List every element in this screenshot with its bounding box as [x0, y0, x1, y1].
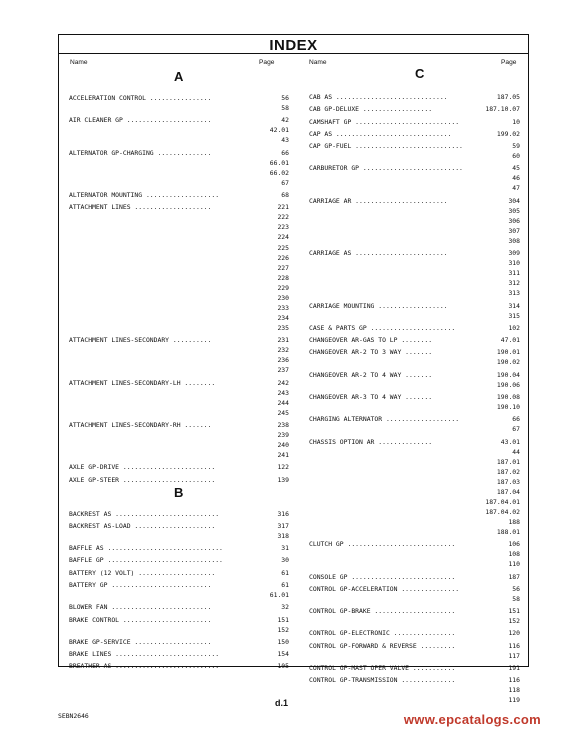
entry-page: 116: [508, 641, 520, 650]
entry-name: BATTERY (12 VOLT) ....................: [69, 568, 216, 577]
entry-page: 237: [277, 366, 289, 375]
entry-name: CONTROL GP-ELECTRONIC ................: [309, 629, 456, 638]
index-entry: [309, 606, 520, 616]
entry-page: 42: [281, 116, 289, 125]
index-entry: [69, 263, 289, 273]
entry-page: 139: [277, 475, 289, 484]
index-entry: [309, 163, 520, 173]
page-number: d.1: [274, 698, 288, 708]
entry-name: CAP GP-FUEL ............................: [309, 142, 463, 150]
entry-page: 228: [277, 273, 289, 282]
entry-page: 232: [277, 346, 289, 355]
index-entry: [309, 278, 520, 288]
index-entry: [309, 92, 520, 102]
index-entry: [69, 521, 289, 531]
index-entry: [309, 117, 520, 127]
section-letter: A: [174, 69, 184, 84]
entry-name: ALTERNATOR MOUNTING ...................: [69, 191, 220, 200]
index-entry: [69, 135, 289, 145]
index-entry: [69, 625, 289, 635]
index-entry: [309, 402, 520, 412]
entry-page: 150: [277, 637, 289, 646]
entry-page: 187.01: [496, 457, 520, 466]
index-entry: [69, 555, 289, 565]
entry-page: 154: [277, 650, 289, 659]
entry-page: 310: [508, 259, 520, 268]
index-entry: [309, 196, 520, 206]
entry-name: BAFFLE AS ..............................: [69, 544, 223, 553]
entry-name: CAB AS .............................: [309, 93, 448, 101]
index-entry: [69, 509, 289, 519]
index-entry: [309, 236, 520, 246]
entry-name: CLUTCH GP ............................: [309, 540, 456, 549]
entry-page: 309: [508, 249, 520, 258]
entry-page: 236: [277, 356, 289, 365]
entry-page: 119: [508, 696, 520, 705]
entry-name: BRAKE GP-SERVICE ....................: [69, 637, 212, 646]
title-bar: [59, 35, 528, 54]
entry-page: 224: [277, 233, 289, 242]
entry-name: CAB GP-DELUXE ..................: [309, 105, 433, 114]
section-letter: C: [415, 66, 425, 81]
index-entry: [309, 311, 520, 321]
index-entry: [69, 168, 289, 178]
index-entry: [309, 392, 520, 402]
entry-page: 240: [277, 441, 289, 450]
index-entry: [309, 477, 520, 487]
index-entry: [309, 347, 520, 357]
entry-page: 233: [277, 303, 289, 312]
entry-page: 58: [512, 594, 520, 603]
index-entry: [69, 580, 289, 590]
entry-page: 187.03: [496, 477, 520, 486]
entry-page: 66: [512, 415, 520, 424]
entry-page: 239: [277, 431, 289, 439]
entry-page: 31: [281, 544, 289, 553]
index-entry: [309, 641, 520, 651]
entry-page: 231: [277, 336, 289, 345]
index-entry: [309, 248, 520, 258]
entry-page: 190.02: [496, 358, 520, 367]
entry-page: 238: [277, 420, 289, 429]
entry-name: BACKREST AS ...........................: [69, 509, 220, 518]
index-entry: [309, 141, 520, 151]
entry-name: CONTROL GP-FORWARD & REVERSE .........: [309, 641, 456, 650]
index-entry: [69, 93, 289, 103]
index-entry: [69, 615, 289, 625]
index-entry: [309, 539, 520, 549]
entry-page: 151: [277, 615, 289, 624]
index-entry: [69, 202, 289, 212]
entry-name: AXLE GP-STEER ........................: [69, 475, 216, 484]
index-entry: [309, 380, 520, 390]
index-entry: [69, 475, 289, 485]
index-entry: [309, 104, 520, 114]
entry-name: BAFFLE GP ..............................: [69, 556, 223, 565]
index-entry: [69, 649, 289, 659]
entry-page: 313: [508, 289, 520, 298]
entry-page: 234: [277, 313, 289, 322]
entry-name: ATTACHMENT LINES ....................: [69, 203, 212, 212]
index-entry: [69, 335, 289, 345]
entry-name: CAMSHAFT GP ...........................: [309, 117, 460, 126]
document-code: SEBN2646: [58, 712, 89, 720]
index-entry: [309, 323, 520, 333]
index-entry: [309, 357, 520, 367]
index-entry: [69, 420, 289, 430]
index-entry: [69, 408, 289, 418]
entry-name: CHANGEOVER AR-2 TO 3 WAY .......: [309, 348, 433, 357]
index-entry: [69, 568, 289, 578]
entry-page: 230: [277, 293, 289, 302]
index-entry: [69, 253, 289, 263]
index-entry: [309, 301, 520, 311]
entry-page: 187: [508, 572, 520, 581]
index-entry: [309, 268, 520, 278]
entry-name: BRAKE LINES ...........................: [69, 650, 220, 659]
index-entry: [309, 549, 520, 559]
entry-page: 110: [508, 560, 520, 569]
index-entry: [309, 370, 520, 380]
entry-page: 30: [281, 556, 289, 565]
index-entry: [309, 527, 520, 537]
entry-page: 66: [281, 148, 289, 157]
entry-page: 67: [281, 178, 289, 187]
entry-page: 67: [512, 425, 520, 434]
index-entry: [309, 584, 520, 594]
left-name-header: Name: [70, 59, 88, 66]
index-entry: [309, 288, 520, 298]
entry-page: 10: [512, 117, 520, 126]
entry-page: 223: [277, 223, 289, 232]
entry-page: 106: [508, 540, 520, 549]
entry-page: 61: [281, 568, 289, 577]
index-entry: [309, 414, 520, 424]
entry-page: 45: [512, 164, 520, 173]
index-entry: [309, 216, 520, 226]
entry-page: 105: [277, 662, 289, 671]
index-entry: [309, 457, 520, 467]
entry-page: 59: [512, 142, 520, 150]
entry-page: 229: [277, 283, 289, 292]
entry-name: CHASSIS OPTION AR ..............: [309, 437, 433, 446]
index-entry: [309, 616, 520, 626]
entry-page: 68: [281, 191, 289, 200]
entry-name: CAP AS ..............................: [309, 129, 452, 138]
index-entry: [69, 355, 289, 365]
index-entry: [69, 345, 289, 355]
entry-page: 225: [277, 243, 289, 252]
index-entry: [69, 293, 289, 303]
index-entry: [309, 151, 520, 161]
index-entry: [309, 628, 520, 638]
entry-page: 245: [277, 408, 289, 417]
entry-name: CASE & PARTS GP ......................: [309, 323, 456, 332]
entry-name: ATTACHMENT LINES-SECONDARY-RH .......: [69, 420, 212, 429]
entry-page: 108: [508, 550, 520, 559]
entry-page: 116: [508, 676, 520, 685]
entry-page: 56: [512, 584, 520, 593]
index-entry: [309, 173, 520, 183]
entry-name: CARBURETOR GP ..........................: [309, 164, 463, 173]
entry-page: 122: [277, 463, 289, 472]
index-entry: [69, 273, 289, 283]
entry-page: 47.01: [500, 336, 520, 345]
index-entry: [69, 590, 289, 600]
index-entry: [309, 258, 520, 268]
index-entry: [309, 183, 520, 193]
index-entry: [69, 148, 289, 158]
index-entry: [309, 335, 520, 345]
index-entry: [69, 232, 289, 242]
entry-name: CONTROL GP-MAST OPER VALVE ...........: [309, 664, 456, 672]
section-letter: B: [174, 484, 184, 500]
entry-page: 227: [277, 263, 289, 272]
entry-page: 304: [508, 196, 520, 205]
index-entry: [309, 675, 520, 685]
entry-page: 221: [277, 203, 289, 212]
index-entry: [309, 226, 520, 236]
entry-name: CHANGEOVER AR-GAS TO LP ........: [309, 336, 433, 345]
entry-page: 43: [281, 136, 289, 145]
entry-page: 199.02: [496, 129, 520, 138]
entry-name: AXLE GP-DRIVE ........................: [69, 463, 216, 472]
entry-page: 311: [508, 269, 520, 278]
entry-page: 187.04.02: [485, 507, 520, 516]
index-entry: [69, 378, 289, 388]
entry-page: 190.08: [496, 392, 520, 401]
entry-page: 191: [508, 664, 520, 672]
entry-page: 102: [508, 323, 520, 332]
entry-page: 152: [508, 617, 520, 626]
entry-name: CHANGEOVER AR-3 TO 4 WAY .......: [309, 392, 433, 401]
entry-name: CARRIAGE MOUNTING ..................: [309, 301, 448, 310]
entry-name: CONTROL GP-ACCELERATION ...............: [309, 584, 460, 593]
entry-page: 44: [512, 447, 520, 456]
entry-page: 118: [508, 686, 520, 695]
entry-page: 56: [281, 94, 289, 102]
entry-page: 120: [508, 629, 520, 638]
entry-page: 307: [508, 226, 520, 235]
index-entry: [69, 303, 289, 313]
index-entry: [69, 323, 289, 333]
index-entry: [69, 637, 289, 647]
index-entry: [69, 602, 289, 612]
entry-page: 117: [508, 651, 520, 660]
index-entry: [69, 212, 289, 222]
entry-name: CARRIAGE AS ........................: [309, 249, 448, 258]
entry-page: 187.02: [496, 467, 520, 476]
right-name-header: Name: [309, 59, 327, 66]
entry-page: 66.01: [269, 158, 289, 167]
entry-page: 314: [508, 301, 520, 310]
entry-page: 61: [281, 580, 289, 589]
index-entry: [69, 190, 289, 200]
entry-page: 305: [508, 206, 520, 215]
entry-page: 47: [512, 184, 520, 193]
entry-page: 32: [281, 603, 289, 612]
entry-page: 226: [277, 253, 289, 262]
index-entry: [309, 129, 520, 139]
index-entry: [69, 178, 289, 188]
left-page-header: Page: [259, 59, 275, 66]
entry-page: 188: [508, 517, 520, 526]
entry-page: 190.10: [496, 403, 520, 411]
index-entry: [69, 313, 289, 323]
index-entry: [69, 450, 289, 460]
index-entry: [309, 685, 520, 695]
index-entry: [309, 507, 520, 517]
entry-page: 316: [277, 509, 289, 518]
index-entry: [69, 398, 289, 408]
entry-page: 61.01: [269, 591, 289, 599]
index-entry: [309, 594, 520, 604]
entry-page: 187.04: [496, 487, 520, 496]
entry-page: 42.01: [269, 126, 289, 135]
entry-page: 188.01: [496, 528, 520, 536]
entry-page: 46: [512, 174, 520, 183]
right-page-header: Page: [501, 59, 517, 66]
page-title: INDEX: [269, 37, 318, 54]
index-entry: [69, 222, 289, 232]
entry-page: 315: [508, 311, 520, 320]
index-entry: [69, 243, 289, 253]
entry-name: BRAKE CONTROL .......................: [69, 615, 212, 624]
entry-page: 241: [277, 451, 289, 460]
entry-page: 308: [508, 236, 520, 245]
entry-page: 60: [512, 152, 520, 161]
entry-page: 43.01: [500, 437, 520, 446]
index-entry: [309, 424, 520, 434]
index-entry: [69, 365, 289, 375]
index-entry: [309, 467, 520, 477]
index-entry: [69, 125, 289, 135]
index-entry: [69, 531, 289, 541]
entry-page: 243: [277, 388, 289, 397]
index-entry: [309, 487, 520, 497]
entry-page: 187.10.07: [485, 105, 520, 114]
index-entry: [69, 661, 289, 671]
index-entry: [69, 388, 289, 398]
index-entry: [69, 283, 289, 293]
entry-page: 187.05: [496, 93, 520, 101]
entry-page: 222: [277, 213, 289, 222]
entry-name: ALTERNATOR GP-CHARGING ..............: [69, 148, 212, 157]
index-entry: [69, 440, 289, 450]
entry-page: 317: [277, 521, 289, 530]
index-entry: [309, 206, 520, 216]
watermark-logo: www.epcatalogs.com: [403, 712, 541, 727]
entry-name: CONTROL GP-BRAKE .....................: [309, 607, 456, 616]
index-entry: [69, 158, 289, 168]
entry-name: ACCELERATION CONTROL ................: [69, 94, 212, 102]
entry-page: 242: [277, 378, 289, 387]
entry-name: CONTROL GP-TRANSMISSION ..............: [309, 676, 456, 685]
entry-name: CHARGING ALTERNATOR ...................: [309, 415, 460, 424]
index-entry: [69, 462, 289, 472]
entry-page: 190.01: [496, 348, 520, 357]
index-entry: [309, 497, 520, 507]
index-entry: [69, 543, 289, 553]
entry-page: 235: [277, 323, 289, 332]
index-entry: [309, 651, 520, 661]
index-entry: [309, 559, 520, 569]
index-entry: [309, 517, 520, 527]
index-entry: [309, 437, 520, 447]
entry-page: 66.02: [269, 168, 289, 177]
entry-page: 190.06: [496, 380, 520, 389]
entry-page: 190.04: [496, 370, 520, 379]
entry-page: 306: [508, 216, 520, 225]
index-entry: [309, 663, 520, 673]
entry-name: CARRIAGE AR ........................: [309, 196, 448, 205]
entry-page: 312: [508, 279, 520, 288]
entry-name: AIR CLEANER GP ......................: [69, 116, 212, 125]
entry-page: 244: [277, 398, 289, 407]
entry-page: 318: [277, 531, 289, 540]
entry-page: 152: [277, 625, 289, 634]
entry-page: 151: [508, 607, 520, 616]
index-entry: [309, 447, 520, 457]
entry-name: CHANGEOVER AR-2 TO 4 WAY .......: [309, 370, 433, 379]
entry-name: CONSOLE GP ...........................: [309, 572, 456, 581]
entry-name: BLOWER FAN ..........................: [69, 603, 212, 612]
entry-name: ATTACHMENT LINES-SECONDARY-LH ........: [69, 378, 216, 387]
index-entry: [69, 115, 289, 125]
index-entry: [69, 103, 289, 113]
index-entry: [309, 572, 520, 582]
index-entry: [69, 430, 289, 440]
entry-name: BACKREST AS-LOAD .....................: [69, 521, 216, 530]
entry-name: BREATHER AS ...........................: [69, 662, 220, 671]
entry-name: BATTERY GP ..........................: [69, 580, 212, 589]
entry-page: 187.04.01: [485, 497, 520, 506]
entry-page: 58: [281, 104, 289, 113]
entry-name: ATTACHMENT LINES-SECONDARY ..........: [69, 336, 212, 345]
